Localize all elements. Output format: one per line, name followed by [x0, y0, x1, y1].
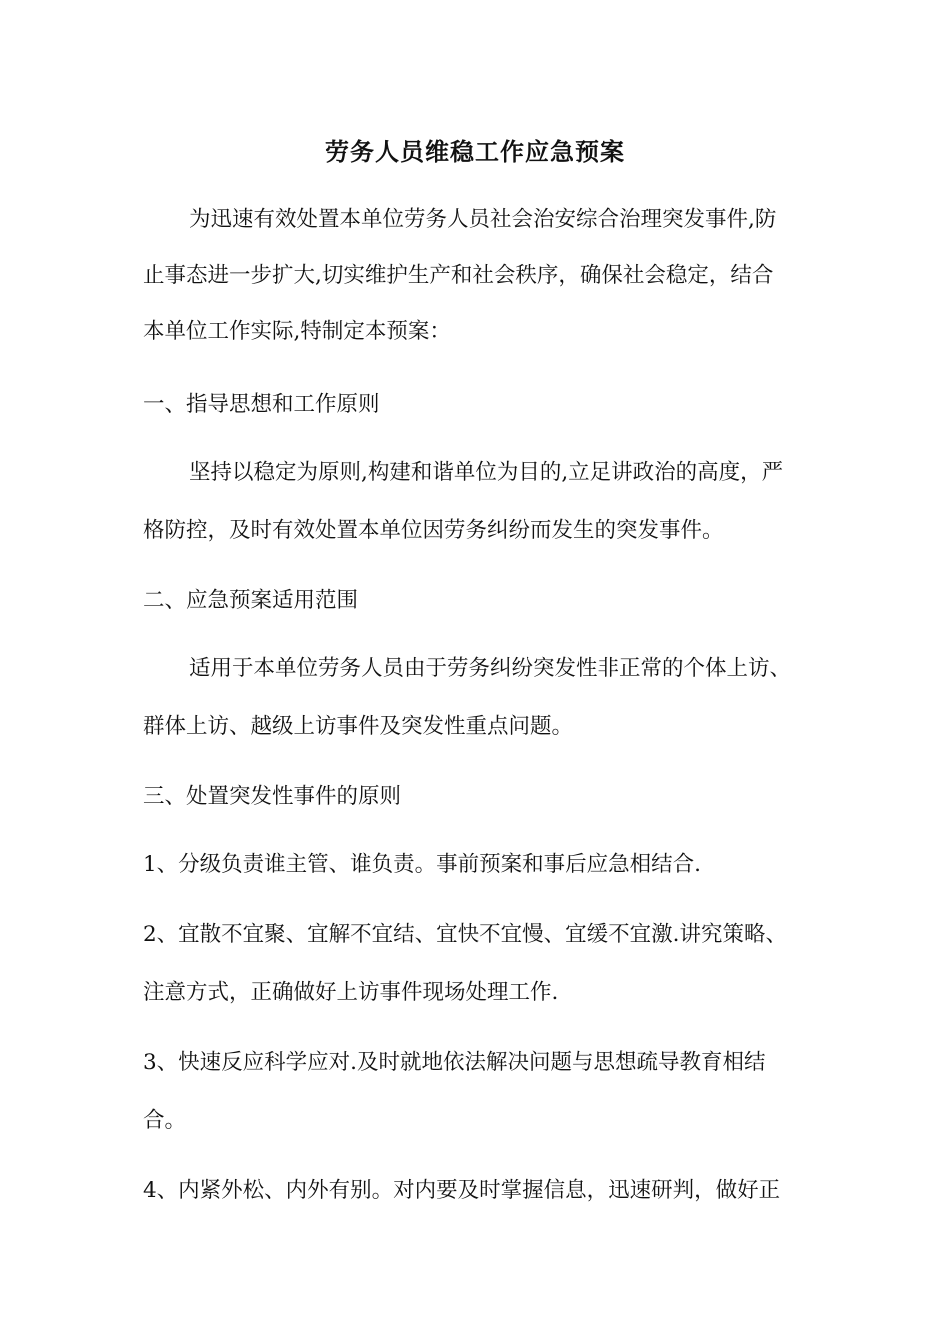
list-item-line: 合。	[143, 1108, 187, 1133]
section-heading: 三、处置突发性事件的原则	[143, 784, 402, 809]
section-heading: 一、指导思想和工作原则	[143, 392, 380, 417]
paragraph-line: 本单位工作实际,特制定本预案：	[143, 319, 451, 344]
list-item-line: 注意方式，正确做好上访事件现场处理工作.	[143, 980, 559, 1005]
list-item-line: 2、宜散不宜聚、宜解不宜结、宜快不宜慢、宜缓不宜激.讲究策略、	[143, 922, 788, 947]
paragraph-line: 为迅速有效处置本单位劳务人员社会治安综合治理突发事件,防	[189, 207, 777, 232]
list-item-line: 4、内紧外松、内外有别。对内要及时掌握信息，迅速研判，做好正	[143, 1178, 781, 1203]
paragraph-line: 坚持以稳定为原则,构建和谐单位为目的,立足讲政治的高度，严	[189, 460, 784, 485]
paragraph-line: 格防控，及时有效处置本单位因劳务纠纷而发生的突发事件。	[143, 518, 724, 543]
document-title: 劳务人员维稳工作应急预案	[325, 137, 625, 166]
paragraph-line: 止事态进一步扩大,切实维护生产和社会秩序，确保社会稳定，结合	[143, 263, 774, 288]
list-item-line: 3、快速反应科学应对.及时就地依法解决问题与思想疏导教育相结	[143, 1050, 766, 1075]
list-item-line: 1、分级负责谁主管、谁负责。事前预案和事后应急相结合.	[143, 852, 702, 877]
section-heading: 二、应急预案适用范围	[143, 588, 359, 613]
paragraph-line: 群体上访、越级上访事件及突发性重点问题。	[143, 714, 574, 739]
paragraph-line: 适用于本单位劳务人员由于劳务纠纷突发性非正常的个体上访、	[189, 656, 792, 681]
